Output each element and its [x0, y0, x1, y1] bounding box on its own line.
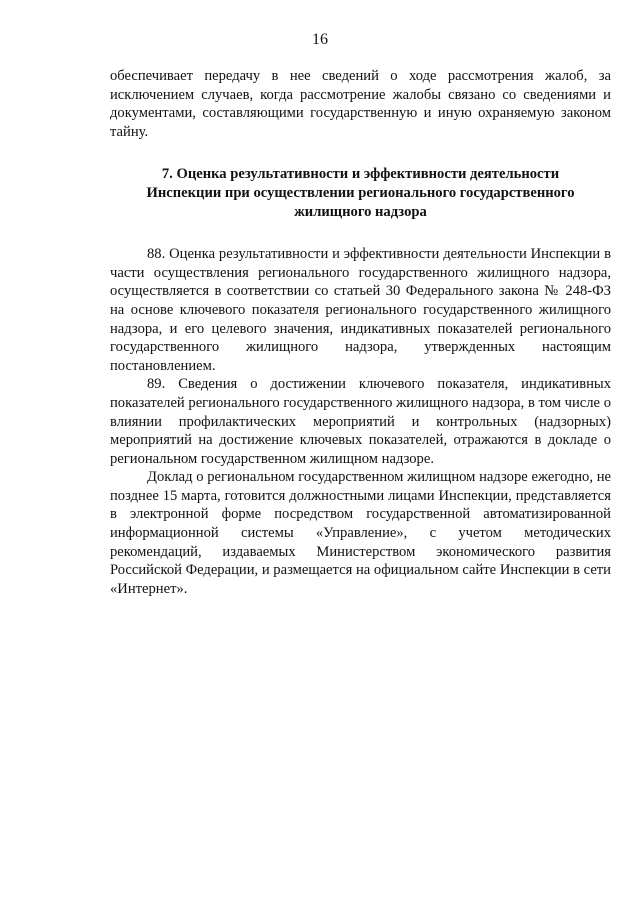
- paragraph-report: Доклад о региональном государственном жилищном надзоре ежегодно, не позднее 15 марта, готовится должностными лицами Инспекции, представляется в электронной форме посредством государственной автоматизированной информационной системы «Управление», с учетом методических рекомендаций, издаваемых Министерством экономического развития Российской Федерации, и размещается на официальном сайте Инспекции в сети «Интернет».: [110, 469, 611, 597]
- page-number: 16: [312, 31, 328, 48]
- section-heading-line-1: 7. Оценка результативности и эффективности деятельности: [161, 166, 560, 183]
- section-heading-line-3: жилищного надзора: [294, 203, 427, 220]
- paragraph-88: 88. Оценка результативности и эффективности деятельности Инспекции в части осуществления регионального государственного жилищного надзора, осуществляется в соответствии со статьей 30 Федерального закона № 248-ФЗ на основе ключевого показателя регионального государственного жилищного надзора, и его целевого значения, индикативных показателей регионального государственного жилищного надзора, утвержденных настоящим постановлением.: [110, 246, 611, 374]
- intro-paragraph: обеспечивает передачу в нее сведений о ходе рассмотрения жалоб, за исключением случаев, когда рассмотрение жалобы связано со сведениями и документами, составляющими государственную и иную охраняемую законом тайну.: [110, 68, 611, 140]
- paragraph-89: 89. Сведения о достижении ключевого показателя, индикативных показателей регионального государственного жилищного надзора, в том числе о влиянии профилактических мероприятий и контрольных (надзорных) мероприятий на достижение ключевых показателей, отражаются в докладе о региональном государственном жилищном надзоре.: [110, 376, 611, 467]
- document-body: [110, 67, 611, 598]
- section-heading-line-2: Инспекции при осуществлении регионального государственного: [146, 184, 575, 201]
- section-heading: [110, 165, 611, 221]
